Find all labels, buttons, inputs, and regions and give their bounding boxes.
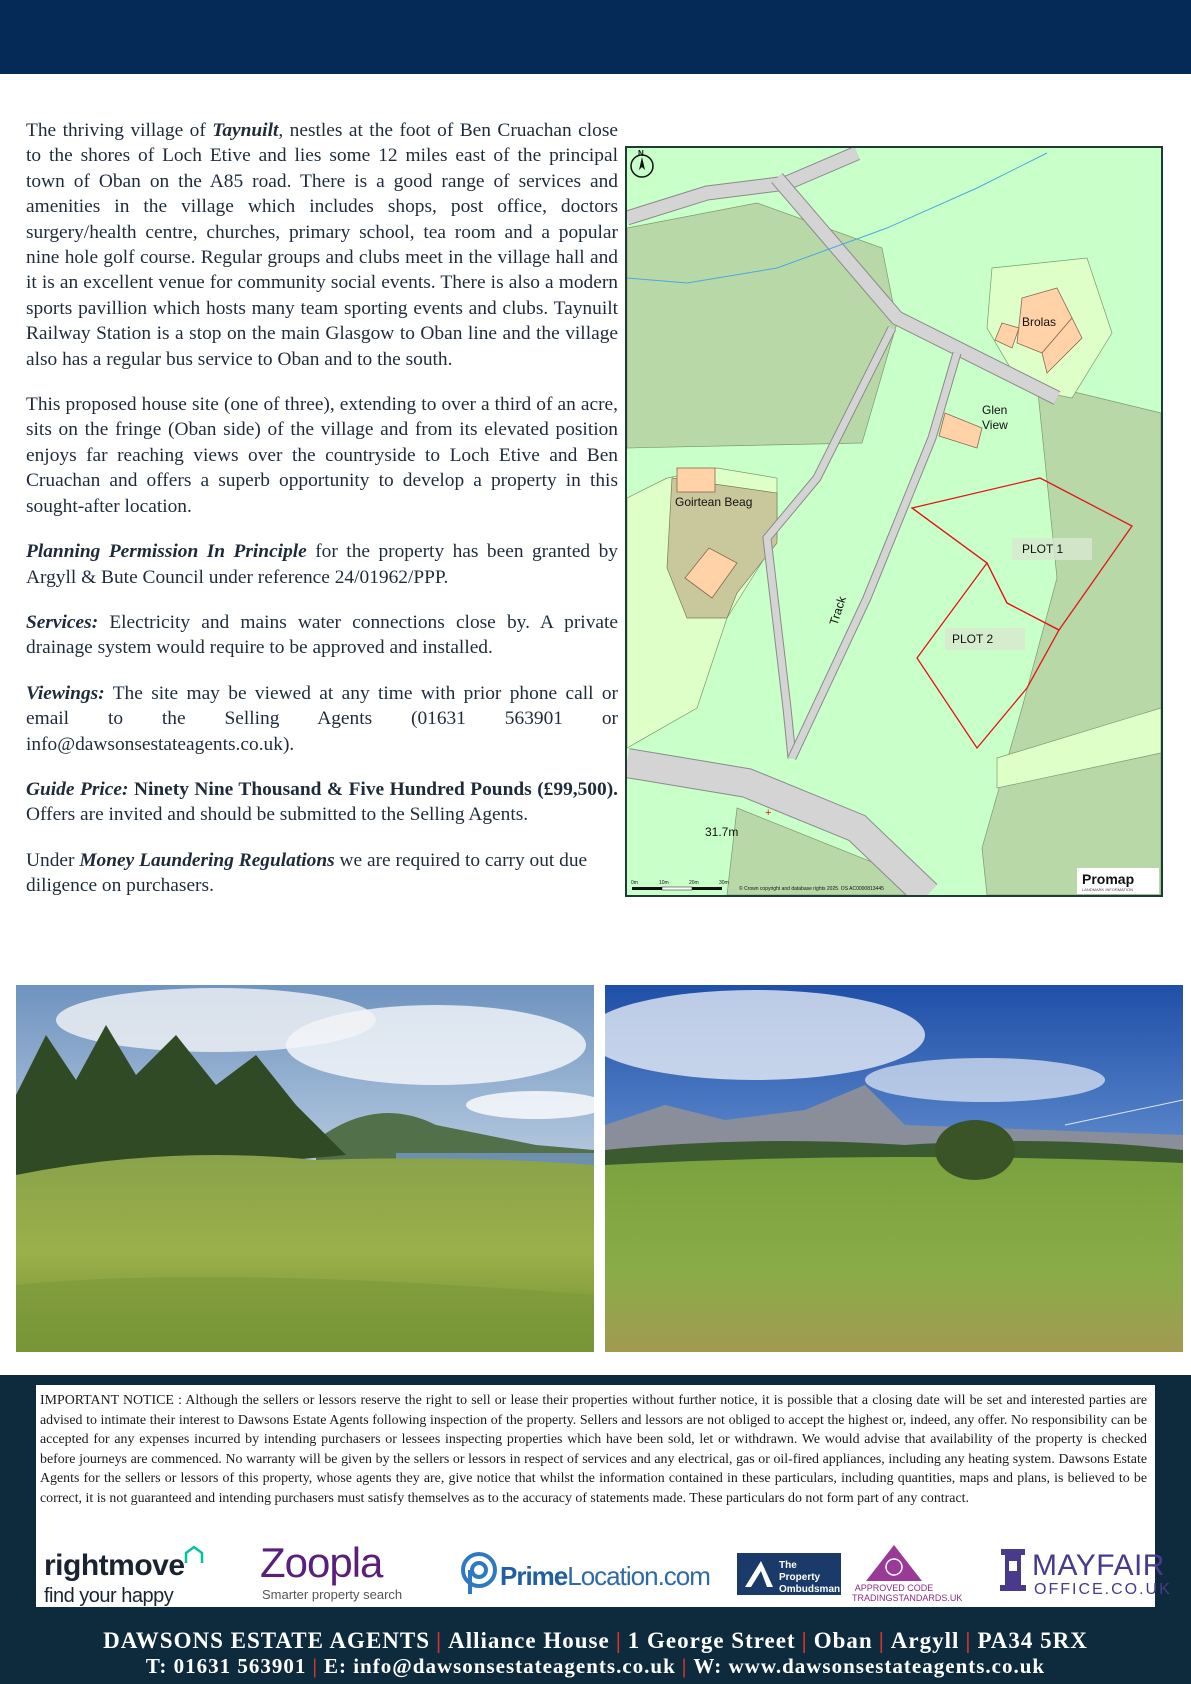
separator: | [436,1628,443,1653]
promap-tagline: LANDMARK INFORMATION [1082,887,1134,892]
map-label-glen: Glen [982,403,1008,417]
map-scale-10: 10m [659,880,669,886]
address-street: 1 George Street [627,1628,796,1653]
map-scale-0: 0m [631,880,638,886]
map-field-northwest [627,203,897,448]
separator: | [801,1628,808,1653]
map-building-goirtean-north [677,468,715,492]
rightmove-house-icon [184,1545,204,1565]
money-laundering-lead: Under [26,849,80,871]
trading-standards-seal-icon [864,1543,924,1583]
map-label-brolas: Brolas [1022,315,1057,329]
map-label-plot-2: PLOT 2 [952,632,994,646]
village-name: Taynuilt [212,120,279,141]
address-building: Alliance House [448,1628,610,1653]
intro-paragraph [26,118,618,372]
primelocation-rest: Location.com [567,1561,710,1591]
money-laundering-paragraph [26,848,618,899]
photo-2-grassland [605,1157,1183,1352]
map-scale-segment-2 [662,887,692,890]
map-scale-20: 20m [689,880,699,886]
viewings-paragraph [26,681,618,757]
viewings-text: The site may be viewed at any time with prior phone call or email to the Selling Agents (01631 563901 or info@dawsonsestateagents.co.uk). [26,682,618,755]
company-name: DAWSONS ESTATE AGENTS [103,1628,431,1653]
site-plan-map [625,146,1163,897]
guide-price-text: Offers are invited and should be submitted to the Selling Agents. [26,804,529,826]
contact-address-line [0,1628,1191,1654]
footer [0,1375,1191,1684]
primelocation-pin-icon [460,1551,498,1595]
separator: | [965,1628,972,1653]
map-scale-segment-1 [632,887,662,890]
important-notice: IMPORTANT NOTICE : Although the sellers or lessors reserve the right to sell or lease their properties without further notice, it is possible that a closing date will be set and interested parties are advised to intimate their interest to Dawsons Estate Agents following inspection of the property. Sellers and lessors are not obliged to accept the highest or, indeed, any offer. No responsibility can be accepted for any expenses incurred by intending purchasers or lessees inspecting properties which have been sold, let or withdrawn. We would advise that availability of the property is checked before journeys are commenced. No warranty will be given by the sellers or lessors in respect of services and any electrical, gas or oil-fired appliances, including any heating system. Dawsons Estate Agents for the sellers or lessors of this property, whose agents they are, give notice that whilst the information contained in these particulars, including quantities, maps and plans, is believed to be correct, it is not guaranteed and intending purchasers must satisfy themselves as to the accuracy of statements made. These particulars do not form part of any contract. [40,1393,1147,1506]
viewings-heading: Viewings: [26,682,105,704]
services-heading: Services: [26,611,99,633]
notice-box [36,1385,1172,1607]
intro-rest: , nestles at the foot of Ben Cruachan close to the shores of Loch Etive and lies some 12 miles east of the principal town of Oban on the A85 road. There is a good range of services and amenities in the village which includes shops, post office, doctors surgery/health centre, churches, primary school, tea room and a popular nine hole golf course. Regular groups and clubs meet in the village hall and it is an excellent venue for community social events. There is also a modern sports pavillion which hosts many team sporting events and clubs. Taynuilt Railway Station is a stop on the main Glasgow to Oban line and the village also has a regular bus service to Oban and to the south. [26,120,618,370]
map-scale-segment-3 [692,887,722,890]
photo-2-cloud-2 [865,1058,1105,1102]
services-text: Electricity and mains water connections close by. A private drainage system would require to be approved and installed. [26,611,618,659]
portal-logos [36,1539,1172,1607]
planning-heading: Planning Permission In Principle [26,541,307,563]
site-photo-2 [605,985,1183,1352]
tsi-line-1: APPROVED CODE [854,1583,934,1593]
contact-phone[interactable]: T: 01631 563901 [145,1654,307,1678]
planning-text: for the property has been granted by Argyll & Bute Council under reference 24/01962/PPP. [26,541,618,588]
separator: | [312,1654,318,1678]
map-copyright: © Crown copyright and database rights 2025. OS AC0000813445 [739,886,884,892]
site-plan-svg [627,148,1161,895]
map-label-plot-1: PLOT 1 [1022,542,1064,556]
address-county: Argyll [890,1628,960,1653]
description-column [26,118,618,919]
map-label-track: Track [826,594,849,627]
contact-details-line [0,1654,1191,1679]
primelocation-prime: Prime [500,1561,568,1591]
planning-paragraph [26,539,618,590]
ombudsman-line-1: The Property [779,1560,821,1583]
promap-logo: Promap [1082,871,1135,887]
guide-price-paragraph [26,777,618,828]
map-spot-height-marker: + [765,807,772,819]
rightmove-wordmark: rightmove [44,1549,185,1582]
map-north-letter: N [638,149,644,158]
guide-price-amount: Ninety Nine Thousand & Five Hundred Pounds (£99,500). [128,778,618,800]
mayfair-tagline: OFFICE.CO.UK [1034,1581,1172,1598]
primelocation-wordmark [500,1561,710,1592]
guide-price-heading: Guide Price: [26,778,129,800]
ombudsman-line-2: Ombudsman [779,1584,841,1595]
address-postcode: PA34 5RX [977,1628,1088,1653]
mayfair-tower-icon [998,1547,1028,1591]
ombudsman-triangle-icon [743,1559,775,1589]
intro-lead: The thriving village of [26,120,213,141]
trading-standards-text [852,1583,963,1603]
map-label-view: View [982,418,1008,432]
property-ombudsman-logo[interactable] [737,1553,841,1595]
money-laundering-text: we are required to carry out due diligence on purchasers. [26,849,588,897]
separator: | [681,1654,688,1678]
zoopla-tagline: Smarter property search [262,1587,403,1602]
rightmove-tagline: find your happy [44,1585,174,1607]
site-paragraph: This proposed house site (one of three), extending to over a third of an acre, sits on the fringe (Oban side) of the village and from its elevated position enjoys far reaching views over the countryside to Loch Etive and Ben Cruachan and offers a superb opportunity to develop a property in this sought-after location. [26,394,618,517]
contact-website[interactable]: W: www.dawsonsestateagents.co.uk [693,1654,1046,1678]
separator: | [878,1628,885,1653]
photo-2-tree [935,1120,1015,1180]
map-label-height: 31.7m [705,825,739,839]
contact-email[interactable]: E: info@dawsonsestateagents.co.uk [323,1654,676,1678]
photo-2-scene [605,985,1183,1352]
mayfair-wordmark: MAYFAIR [1032,1549,1165,1582]
tsi-line-2: TRADINGSTANDARDS.UK [852,1593,963,1603]
zoopla-wordmark: Zoopla [260,1539,383,1586]
services-paragraph [26,610,618,661]
address-town: Oban [813,1628,873,1653]
header-band [0,0,1191,74]
photo-1-scene [16,985,594,1352]
money-laundering-heading: Money Laundering Regulations [79,849,335,871]
separator: | [615,1628,622,1653]
ombudsman-text [779,1560,839,1596]
map-scale-30: 30m [719,880,729,886]
map-label-goirtean-beag: Goirtean Beag [675,495,753,509]
site-photo-1 [16,985,594,1352]
